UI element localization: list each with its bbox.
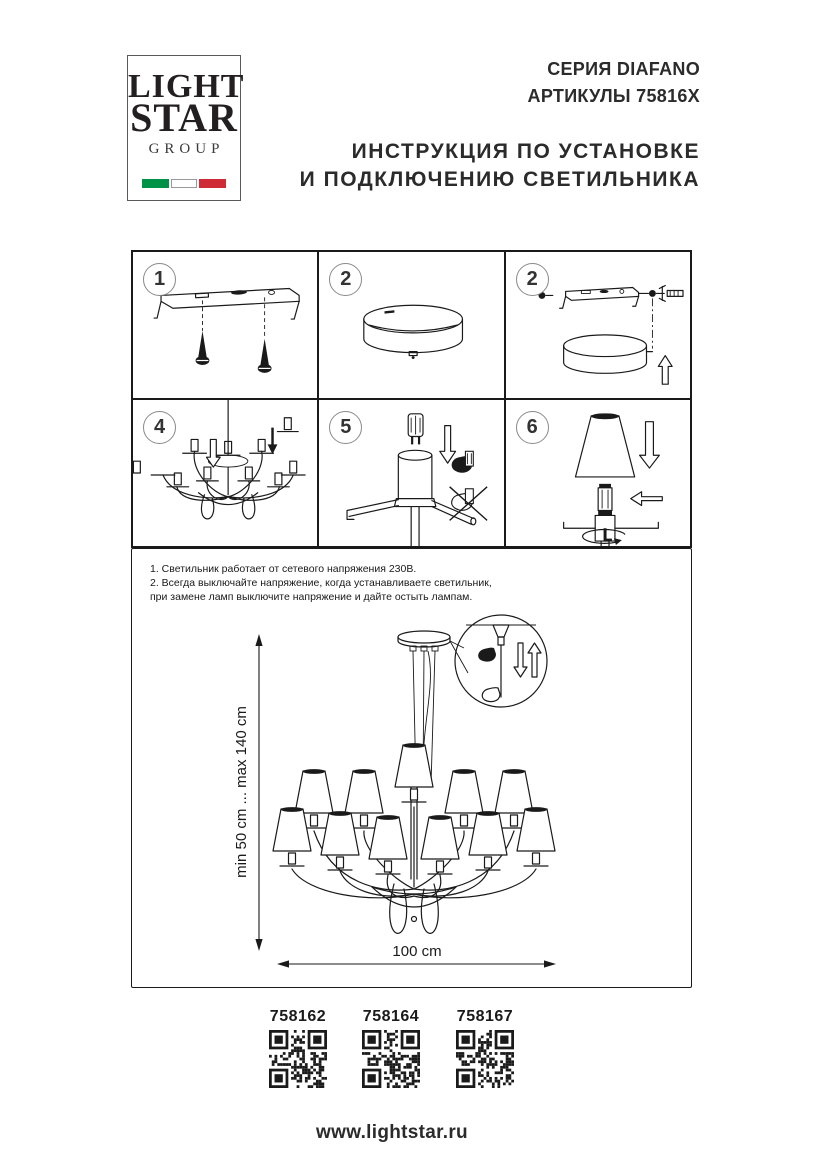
screw-icon (258, 339, 272, 373)
note-line: 1. Светильник работает от сетевого напряжения 230В. (150, 563, 417, 575)
logo-word-light: LIGHT (128, 68, 245, 105)
step-number-badge: 4 (143, 411, 176, 444)
qr-block (445, 1008, 525, 1088)
down-arrow-icon (206, 439, 220, 467)
rotate-arrow-icon (582, 528, 624, 545)
qr-code (269, 1030, 327, 1088)
step-cell-3 (505, 251, 691, 399)
qr-article-label: 758164 (362, 1008, 420, 1025)
down-arrow-icon (440, 426, 456, 463)
instruction-title-line1: ИНСТРУКЦИЯ ПО УСТАНОВКЕ (351, 140, 700, 163)
chandelier-arms (163, 451, 293, 519)
qr-article-label: 758162 (269, 1008, 327, 1025)
step-cell-2 (318, 251, 504, 399)
width-dimension-line (277, 943, 556, 968)
step-number-badge: 2 (516, 263, 549, 296)
up-arrow-icon (528, 643, 541, 677)
forbidden-bare-hand-icon (450, 487, 487, 521)
down-arrow-icon (514, 643, 527, 677)
cable-adjuster-detail-balloon (450, 615, 547, 707)
hand-icon (482, 688, 500, 702)
italian-flag-stripe (142, 179, 226, 186)
note-line: при замене ламп выключите напряжение и дайте остыть лампам. (150, 591, 473, 603)
qr-block (258, 1008, 338, 1088)
qr-article-label: 758167 (456, 1008, 514, 1025)
hand-icon (478, 648, 496, 662)
anchor-bolt-icon (638, 286, 682, 302)
logo-word-group: GROUP (148, 140, 225, 157)
screw-icon (196, 331, 210, 365)
qr-code (362, 1030, 420, 1088)
lightstar-logo (127, 55, 245, 201)
website-url: www.lightstar.ru (316, 1122, 468, 1143)
left-arrow-icon (630, 492, 662, 506)
flag-red-segment (199, 179, 226, 188)
note-line: 2. Всегда выключайте напряжение, когда устанавливаете светильник, (150, 577, 492, 589)
qr-block (351, 1008, 431, 1088)
article-numbers: АРТИКУЛЫ 75816X (527, 86, 700, 106)
step-number-badge: 6 (516, 411, 549, 444)
series-name: СЕРИЯ DIAFANO (547, 59, 700, 79)
chandelier-dimension-drawing (132, 549, 691, 987)
header-title-block (300, 56, 700, 194)
lampshade-icon (575, 413, 634, 477)
step-number-badge: 5 (329, 411, 362, 444)
step-number-badge: 1 (143, 263, 176, 296)
flag-white-segment (171, 179, 198, 188)
dimensions-panel (131, 548, 692, 988)
candle-sockets (133, 439, 305, 486)
height-dimension-label: min 50 cm ... max 140 cm (233, 706, 250, 878)
qr-code (456, 1030, 514, 1088)
flag-green-segment (142, 179, 169, 188)
hand-holding-bulb-icon (452, 451, 474, 472)
g9-bulb-icon (409, 414, 424, 445)
step-number-badge: 2 (329, 263, 362, 296)
ceiling-canopy (398, 631, 450, 651)
step-cell-4 (132, 399, 318, 547)
width-dimension-label: 100 cm (392, 943, 442, 960)
down-arrow-icon (639, 422, 659, 468)
step-cell-1 (132, 251, 318, 399)
instruction-title-line2: И ПОДКЛЮЧЕНИЮ СВЕТИЛЬНИКА (299, 168, 700, 191)
up-arrow-icon (658, 356, 672, 385)
installation-steps-grid (131, 250, 692, 548)
height-dimension-line (233, 634, 263, 951)
logo-word-star: STAR (130, 95, 238, 141)
step-cell-5 (318, 399, 504, 547)
step-cell-6 (505, 399, 691, 547)
